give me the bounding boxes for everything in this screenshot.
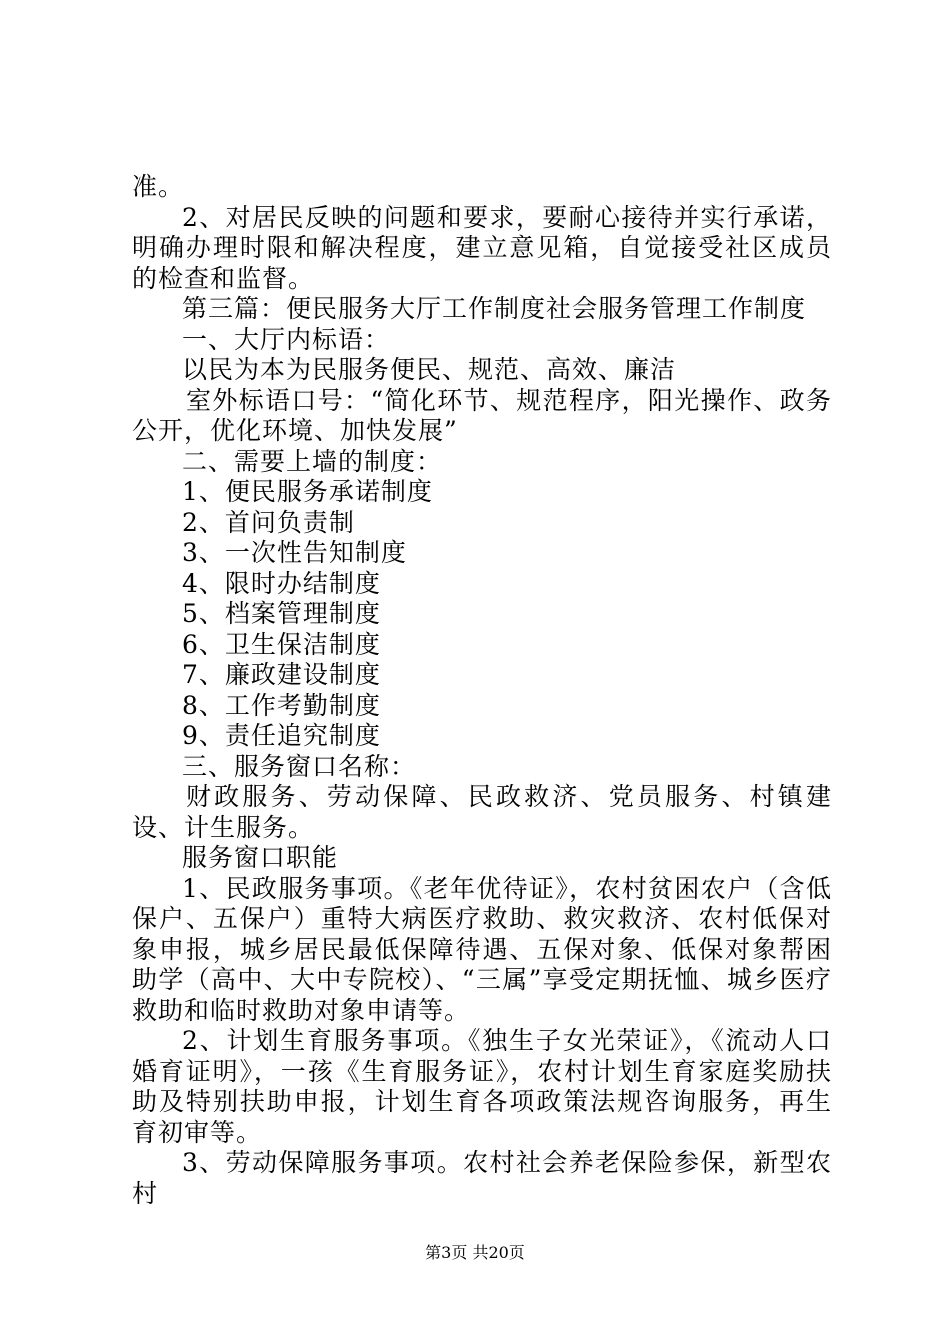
subheading: 一、大厅内标语： bbox=[182, 324, 391, 354]
list-item: 4、限时办结制度 bbox=[182, 568, 381, 598]
paragraph: 1、民政服务事项。《老年优待证》，农村贫困农户（含低保户、五保户）重特大病医疗救助、救灾救济、农村低保对象申报，城乡居民最低保障待遇、五保对象、低保对象帮困助学（高中、大中专院校）、“三属”享受定期抚恤、城乡医疗救助和临时救助对象申请等。 bbox=[132, 873, 832, 1025]
page-number-footer: 第3页 共20页 bbox=[425, 1243, 525, 1262]
list-item: 2、首问负责制 bbox=[182, 507, 355, 537]
paragraph: 2、计划生育服务事项。《独生子女光荣证》，《流动人口婚育证明》，一孩《生育服务证》，农村计划生育家庭奖励扶助及特别扶助申报，计划生育各项政策法规咨询服务，再生育初审等。 bbox=[132, 1026, 832, 1147]
list-item: 7、廉政建设制度 bbox=[182, 660, 381, 689]
document-body bbox=[132, 172, 832, 1209]
paragraph: 以民为本为民服务便民、规范、高效、廉洁 bbox=[182, 355, 677, 384]
paragraph: 准。 bbox=[132, 172, 185, 201]
subheading: 三、服务窗口名称： bbox=[182, 751, 417, 781]
list-item: 5、档案管理制度 bbox=[182, 599, 381, 628]
list-item: 9、责任追究制度 bbox=[182, 721, 381, 750]
paragraph: 2、对居民反映的问题和要求，要耐心接待并实行承诺，明确办理时限和解决程度，建立意见箱，自觉接受社区成员的检查和监督。 bbox=[132, 202, 832, 293]
paragraph: 3、劳动保障服务事项。农村社会养老保险参保，新型农村 bbox=[132, 1148, 832, 1208]
list-item: 6、卫生保洁制度 bbox=[182, 629, 381, 659]
subheading: 二、需要上墙的制度： bbox=[182, 446, 443, 476]
list-item: 3、一次性告知制度 bbox=[182, 538, 407, 567]
paragraph: 财政服务、劳动保障、民政救济、党员服务、村镇建设、计生服务。 bbox=[132, 782, 832, 842]
section-heading: 第三篇：便民服务大厅工作制度社会服务管理工作制度 bbox=[182, 294, 807, 323]
paragraph: 室外标语口号：“简化环节、规范程序，阳光操作、政务公开，优化环境、加快发展” bbox=[132, 385, 832, 445]
list-item: 1、便民服务承诺制度 bbox=[182, 477, 433, 506]
list-item: 8、工作考勤制度 bbox=[182, 690, 381, 720]
subheading: 服务窗口职能 bbox=[182, 843, 339, 872]
